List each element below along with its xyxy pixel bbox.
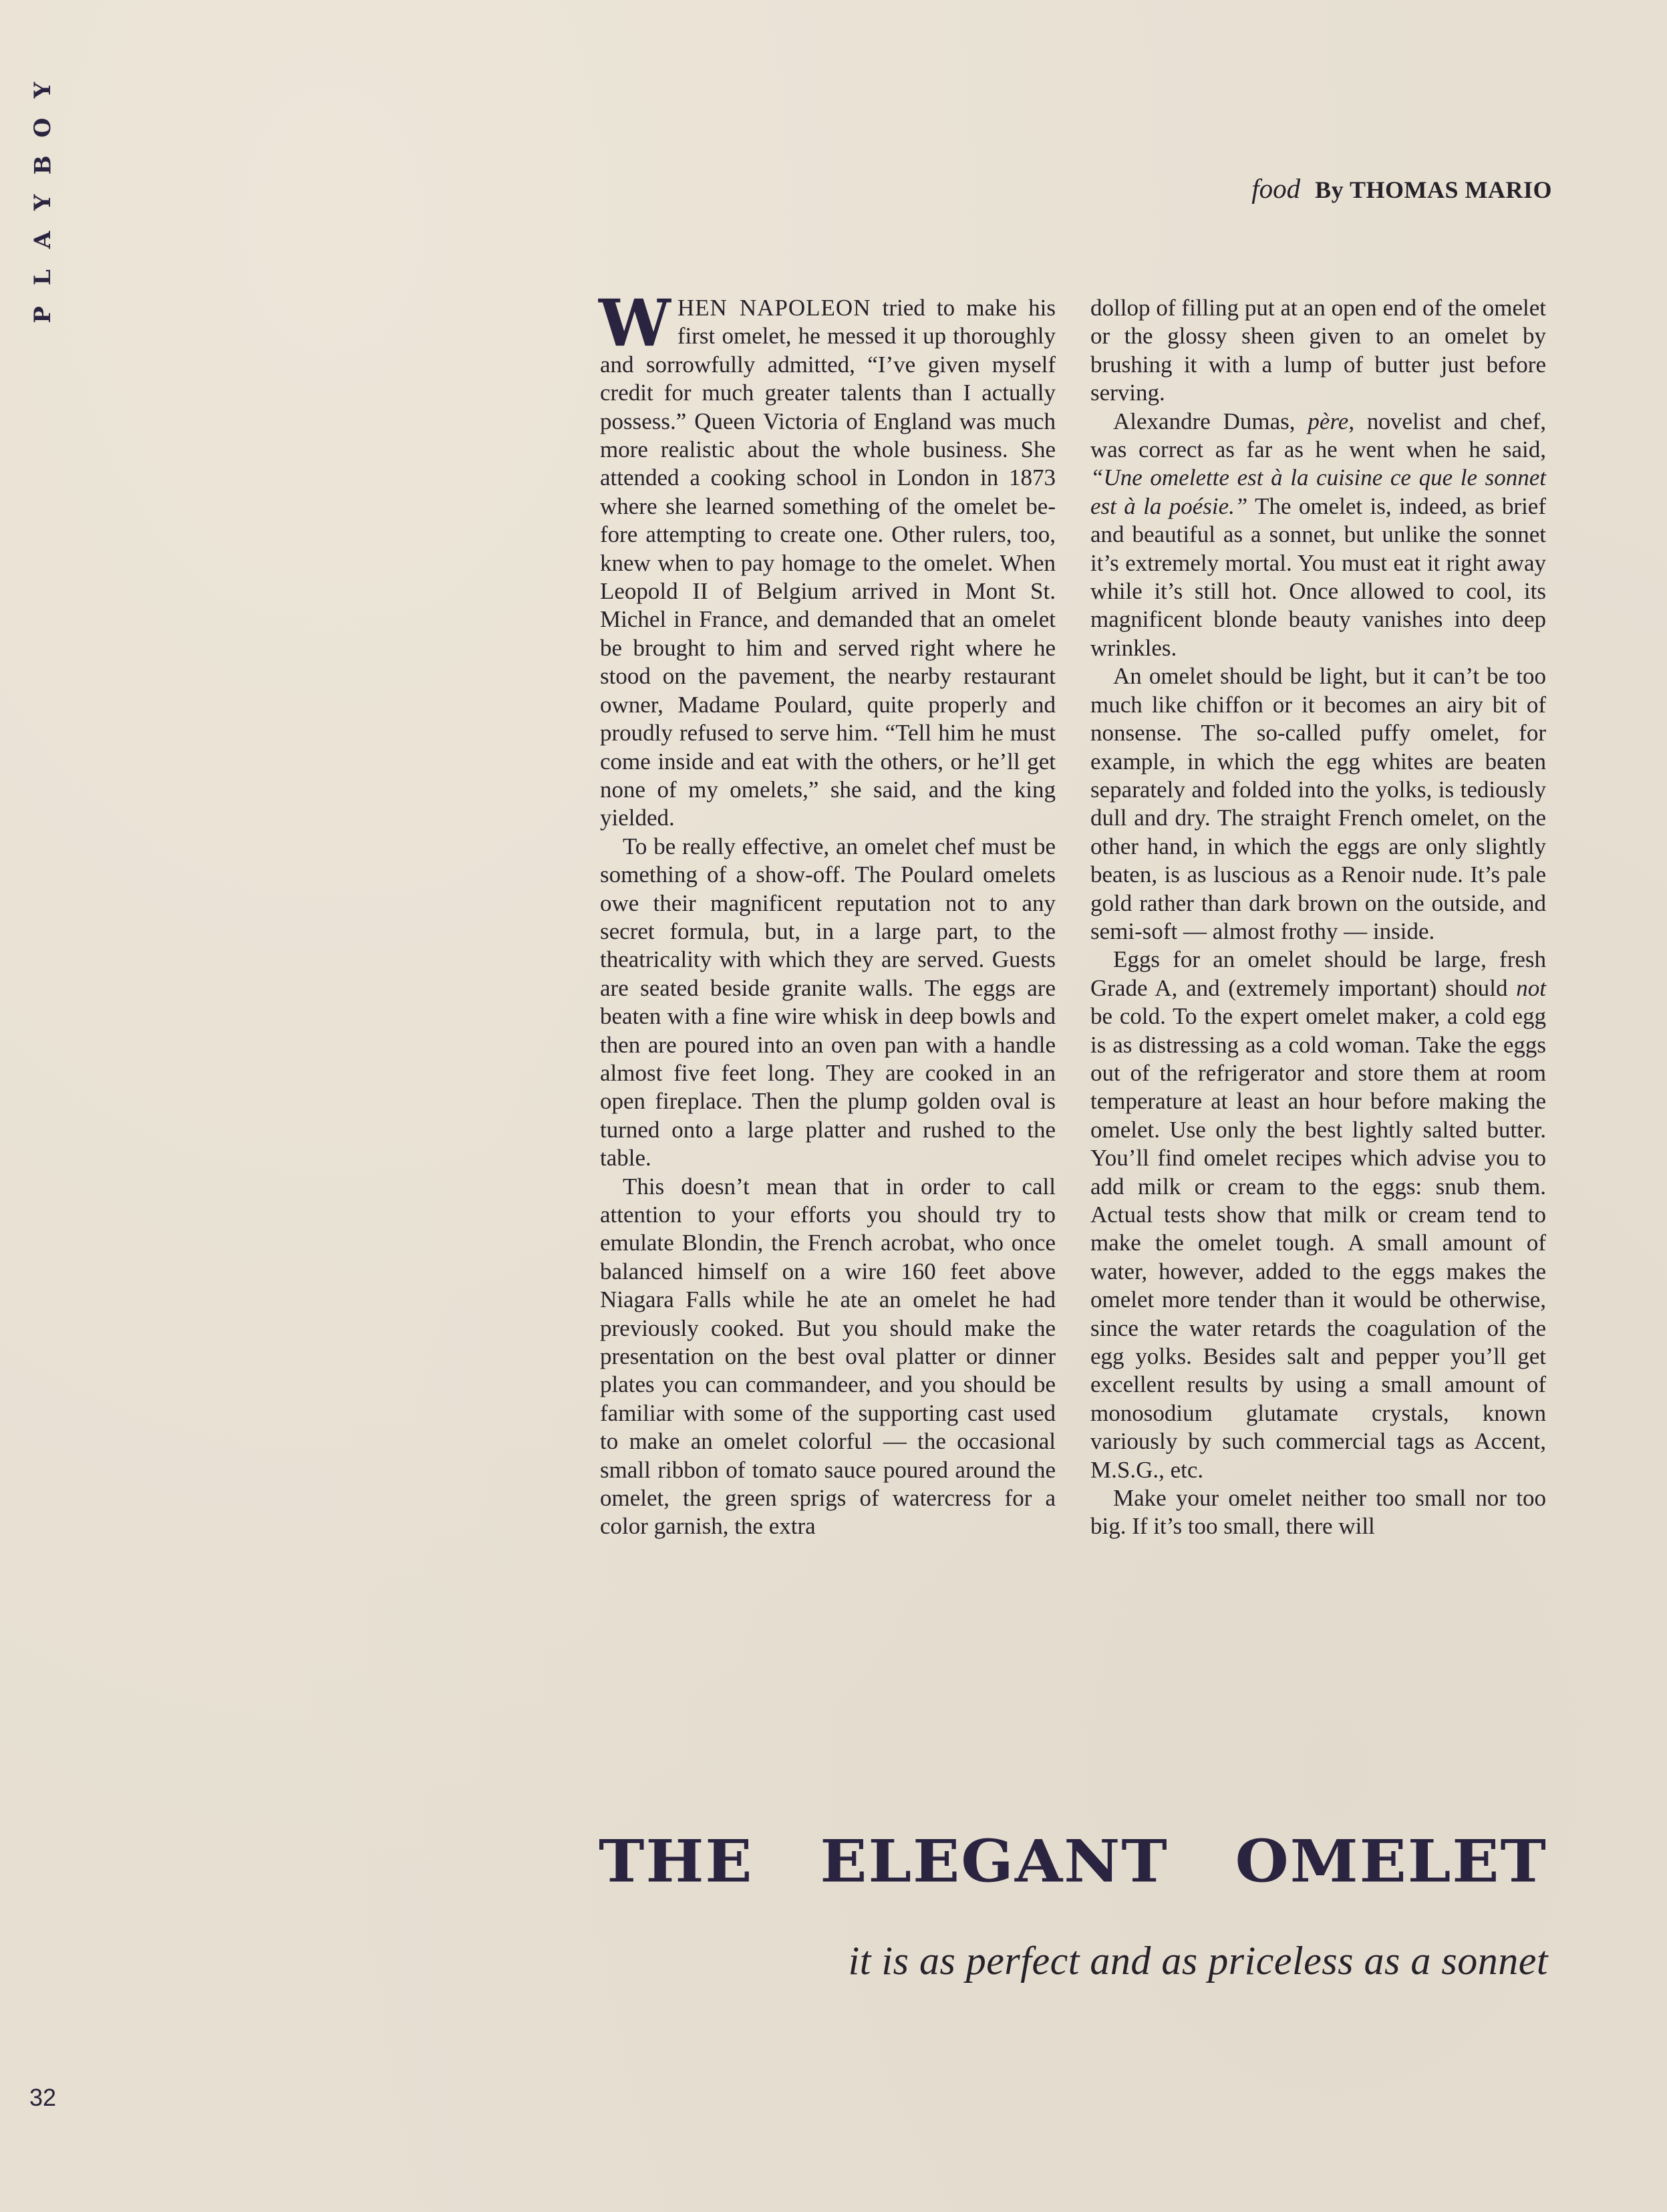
article-subtitle: it is as perfect and as priceless as a sonnet [848, 1939, 1548, 1983]
logo-letter: A [29, 231, 56, 249]
logo-letter: Y [29, 194, 56, 211]
article-paragraph [599, 285, 1056, 833]
paragraph-text: Eggs for an omelet should be large, fresh Grade A, and (extremely important) should [1090, 946, 1546, 1001]
italic-term: père [1308, 408, 1349, 434]
lead-in-smallcaps: HEN NAPOLEON [677, 295, 871, 321]
paragraph-text: Alexandre Dumas, [1113, 408, 1308, 434]
section-label: food [1251, 173, 1301, 204]
logo-letter: L [29, 269, 56, 285]
article-paragraph [1090, 946, 1546, 1484]
logo-letter: P [29, 306, 56, 323]
author-name: By THOMAS MARIO [1315, 176, 1552, 203]
drop-cap: W [599, 285, 671, 361]
logo-letter: Y [29, 82, 56, 99]
article-title: THE ELEGANT OMELET [599, 1826, 1547, 1896]
article-column-right [1090, 294, 1546, 1541]
page-number: 32 [29, 2084, 57, 2111]
article-paragraph [1090, 408, 1546, 663]
article-paragraph: dollop of filling put at an open end of the omelet or the glossy sheen given to an omelet by brushing it with a lump of butter just before serving. [1090, 295, 1546, 406]
article-paragraph: Make your omelet neither too small nor too big. If it’s too small, there will [1090, 1485, 1546, 1540]
article-column-left [599, 285, 1056, 1541]
paragraph-text: , novelist and chef, was correct as far as he went when he said, [1090, 408, 1546, 463]
logo-letter: B [29, 155, 56, 175]
paragraph-text: be cold. To the expert omelet maker, a cold egg is as distressing as a cold woman. Take the eggs out of the refrigerator and store them at room temperature at least an hour before making the omelet. Use only the best lightly salted butter. You’ll find omelet recipes which advise you to add milk or cream to the eggs: snub them. Actual tests show that milk or cream tend to make the omelet tough. A small amount of water, however, added to the eggs makes the omelet more tender than it would be otherwise, since the water retards the coagulation of the egg yolks. Besides salt and pepper you’ll get excellent results by using a small amount of monosodium glutamate crystals, known variously by such commercial tags as Accent, M.S.G., etc. [1090, 1003, 1546, 1483]
french-quote: “Une omelette est à la cuisine ce que le sonnet est à la poésie.” [1090, 464, 1546, 519]
magazine-logo-vertical [29, 79, 56, 326]
emphasis: not [1516, 974, 1546, 1001]
paragraph-text: The omelet is, indeed, as brief and beautiful as a sonnet, but unlike the sonnet it’s extremely mortal. You must eat it right away while it’s still hot. Once allowed to cool, its magnificent blonde beauty vanishes into deep wrinkles. [1090, 493, 1546, 661]
article-paragraph: An omelet should be light, but it can’t be too much like chiffon or it becomes an airy bit of nonsense. The so-called puffy omelet, for example, in which the egg whites are beaten separately and folded into the yolks, is tediously dull and dry. The straight French omelet, on the other hand, in which the eggs are only slightly beaten, is as luscious as a Renoir nude. It’s pale gold rather than dark brown on the outside, and semi-soft — almost frothy — inside. [1090, 663, 1546, 944]
paragraph-text: tried to make his first omelet, he messed it up thoroughly and sorrowfully admitted, “I’ve given myself credit for much greater talents than I actually possess.” Queen Victoria of England was much more realistic about the whole business. She attended a cooking school in London in 1873 where she learned something of the omelet before attempting to create one. Other rulers, too, knew when to pay homage to the omelet. When Leopold II of Belgium arrived in Mont St. Michel in France, and demanded that an omelet be brought to him and served right where he stood on the pavement, the nearby restaurant owner, Madame Poulard, quite properly and proudly refused to serve him. “Tell him he must come inside and eat with the others, or he’ll get none of my omelets,” she said, and the king yielded. [600, 295, 1056, 831]
article-paragraph: To be really effective, an omelet chef must be something of a show-off. The Poulard omelets owe their magnificent reputation not to any secret formula, but, in a large part, to the theatricality with which they are served. Guests are seated beside granite walls. The eggs are beaten with a fine wire whisk in deep bowls and then are poured into an oven pan with a handle almost five feet long. They are cooked in an open fireplace. Then the plump golden oval is turned onto a large platter and rushed to the table. [600, 833, 1056, 1171]
logo-letter: O [29, 118, 56, 138]
article-paragraph: This doesn’t mean that in order to call attention to your efforts you should try to emulate Blondin, the French acrobat, who once balanced himself on a wire 160 feet above Niagara Falls while he ate an omelet he had previously cooked. But you should make the presentation on the best oval platter or dinner plates you can commandeer, and you should be familiar with some of the supporting cast used to make an omelet colorful — the occasional small ribbon of tomato sauce poured around the omelet, the green sprigs of watercress for a color garnish, the extra [600, 1173, 1056, 1540]
article-byline [1251, 172, 1552, 204]
